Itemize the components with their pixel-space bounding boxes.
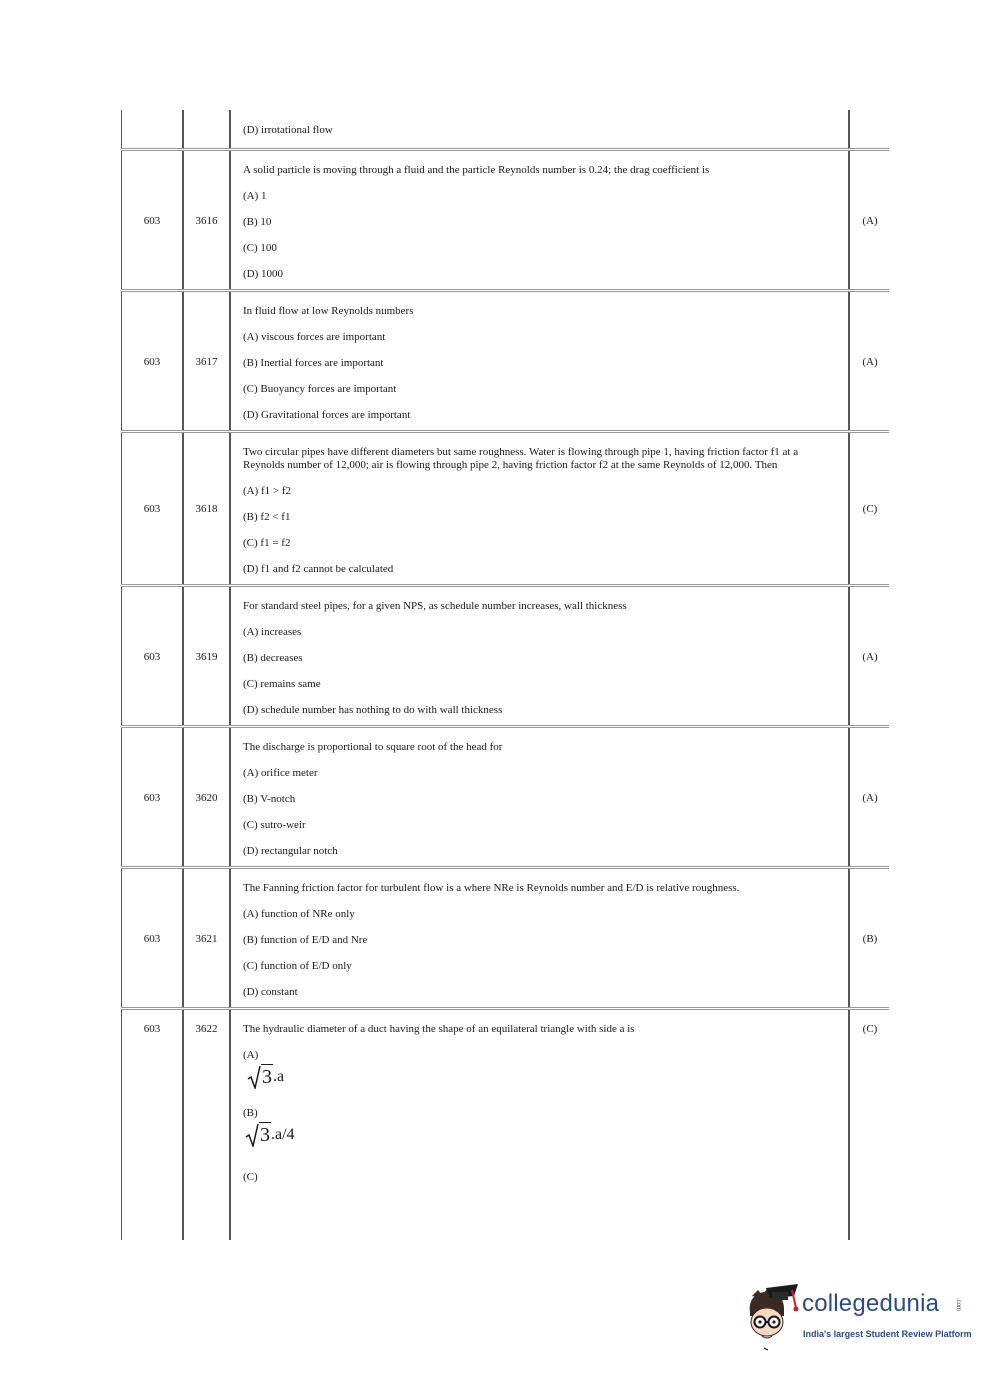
option-a: (A) f1 > f2: [243, 485, 292, 497]
option-a: (A) increases: [243, 626, 302, 638]
paper-code: 603: [143, 356, 161, 368]
option-b: (B) function of E/D and Nre: [243, 934, 368, 946]
table-row: [121, 584, 889, 725]
option-a-formula: [247, 1064, 284, 1089]
question-number: 3621: [195, 933, 218, 945]
question-cell: [230, 433, 849, 584]
paper-cell: [121, 728, 183, 866]
answer-cell: [849, 151, 890, 289]
option-d: (D) rectangular notch: [243, 845, 338, 857]
question-number-cell: [183, 110, 230, 148]
answer-cell: [849, 433, 890, 584]
question-text: A solid particle is moving through a fluid and the particle Reynolds number is 0.24; the drag coefficient is: [243, 164, 710, 176]
mascot-icon: [742, 1282, 804, 1352]
paper-code: 603: [143, 215, 161, 227]
option-d: (D) Gravitational forces are important: [243, 409, 411, 421]
question-number-cell: [183, 1010, 230, 1240]
option-b: (B): [243, 1107, 258, 1119]
radicand: 3: [262, 1066, 272, 1088]
question-text: For standard steel pipes, for a given NPS, as schedule number increases, wall thickness: [243, 600, 627, 612]
option-d: (D) schedule number has nothing to do with wall thickness: [243, 704, 503, 716]
question-text: Two circular pipes have different diameters but same roughness. Water is flowing through pipe 1, having friction factor f1 at a Reynolds number of 12,000; air is flowing through pipe 2, having friction factor f2 at the same Reynolds of 12,000. Then: [243, 446, 799, 471]
table-row: [121, 110, 889, 148]
brand-tagline: India's largest Student Review Platform: [803, 1329, 972, 1339]
formula-suffix: .a/4: [271, 1126, 295, 1143]
table-row: [121, 430, 889, 584]
option-b: (B) f2 < f1: [243, 511, 291, 523]
answer-cell: [849, 1010, 890, 1240]
question-number-cell: [183, 292, 230, 430]
question-number-cell: [183, 151, 230, 289]
answer-key: (A): [862, 651, 878, 663]
option-d: (D) 1000: [243, 268, 284, 280]
question-number: 3620: [195, 792, 218, 804]
answer-key: (B): [862, 933, 878, 945]
answer-cell: [849, 110, 890, 148]
question-number-cell: [183, 587, 230, 725]
option-c: (C) remains same: [243, 678, 321, 690]
option-b: (B) decreases: [243, 652, 303, 664]
answer-key: (A): [862, 356, 878, 368]
option-a: (A) 1: [243, 190, 267, 202]
question-text: The Fanning friction factor for turbulent flow is a where NRe is Reynolds number and E/D is relative roughness.: [243, 882, 740, 894]
paper-cell: [121, 292, 183, 430]
question-cell: [230, 292, 849, 430]
answer-cell: [849, 587, 890, 725]
answer-cell: [849, 292, 890, 430]
option-c: (C) f1 = f2: [243, 537, 291, 549]
question-number: 3622: [195, 1023, 218, 1035]
option-b: (B) Inertial forces are important: [243, 357, 384, 369]
paper-cell: [121, 869, 183, 1007]
radicand: 3: [260, 1124, 270, 1146]
formula-suffix: .a: [273, 1068, 285, 1085]
question-number-cell: [183, 728, 230, 866]
collegedunia-logo: [742, 1282, 972, 1352]
question-number-cell: [183, 433, 230, 584]
answer-key: (A): [862, 792, 878, 804]
question-text: The discharge is proportional to square root of the head for: [243, 741, 503, 753]
question-number: 3617: [195, 356, 218, 368]
table-row: [121, 866, 889, 1007]
answer-cell: [849, 869, 890, 1007]
option-c: (C) function of E/D only: [243, 960, 352, 972]
paper-code: 603: [143, 933, 161, 945]
option-c: (C) sutro-weir: [243, 819, 306, 831]
option-b: (B) 10: [243, 216, 272, 228]
answer-cell: [849, 728, 890, 866]
table-row: [121, 148, 889, 289]
option-a: (A) function of NRe only: [243, 908, 355, 920]
table-row: [121, 725, 889, 866]
paper-code: 603: [143, 651, 161, 663]
radical-sign-icon: [245, 1123, 259, 1147]
option-a: (A) viscous forces are important: [243, 331, 386, 343]
brand-suffix: .com: [955, 1298, 961, 1312]
question-cell: [230, 1010, 849, 1240]
question-number: 3616: [195, 215, 218, 227]
paper-code: 603: [143, 503, 161, 515]
option-c: (C) 100: [243, 242, 277, 254]
question-number: 3618: [195, 503, 218, 515]
option-b-formula: [245, 1122, 295, 1147]
table-row: [121, 289, 889, 430]
table-row: [121, 1007, 889, 1240]
question-text: In fluid flow at low Reynolds numbers: [243, 305, 414, 317]
option-text: (D) irrotational flow: [243, 124, 333, 136]
question-cell: [230, 869, 849, 1007]
question-cell: [230, 728, 849, 866]
question-number: 3619: [195, 651, 218, 663]
option-d: (D) constant: [243, 986, 298, 998]
brand-name: collegedunia: [802, 1290, 940, 1317]
option-c: (C) Buoyancy forces are important: [243, 383, 397, 395]
question-text: The hydraulic diameter of a duct having the shape of an equilateral triangle with side a is: [243, 1023, 635, 1035]
option-c: (C): [243, 1171, 258, 1183]
question-number-cell: [183, 869, 230, 1007]
paper-code: 603: [143, 1023, 161, 1035]
radical-sign-icon: [247, 1065, 261, 1089]
question-cell: [230, 587, 849, 725]
answer-key: (C): [862, 1023, 878, 1035]
question-cell: [230, 110, 849, 148]
paper-cell: [121, 110, 183, 148]
paper-cell: [121, 587, 183, 725]
option-a: (A) orifice meter: [243, 767, 318, 779]
question-table: [121, 110, 889, 1240]
option-d: (D) f1 and f2 cannot be calculated: [243, 563, 394, 575]
paper-cell: [121, 1010, 183, 1240]
paper-cell: [121, 151, 183, 289]
paper-cell: [121, 433, 183, 584]
answer-key: (C): [862, 503, 878, 515]
option-b: (B) V-notch: [243, 793, 296, 805]
question-cell: [230, 151, 849, 289]
option-a: (A): [243, 1049, 259, 1061]
answer-key: (A): [862, 215, 878, 227]
paper-code: 603: [143, 792, 161, 804]
